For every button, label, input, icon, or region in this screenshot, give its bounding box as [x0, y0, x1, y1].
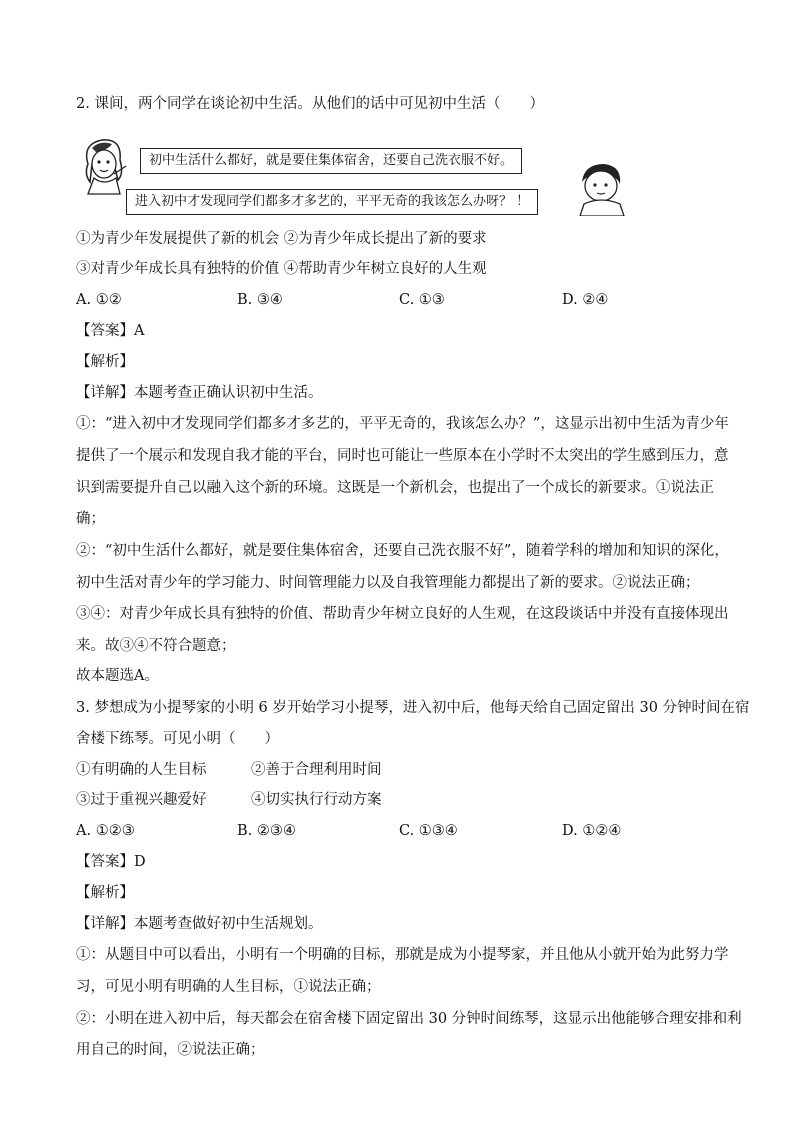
q2-detail: 【详解】本题考查正确认识初中生活。: [76, 385, 323, 401]
boy-speech-bubble: 进入初中才发现同学们都多才多艺的，平平无奇的我该怎么办呀？ ！: [126, 189, 538, 215]
q2-analysis-p2-line2: 初中生活对青少年的学习能力、时间管理能力以及自我管理能力都提出了新的要求。②说法正确；: [76, 575, 700, 591]
q3-item-3: ③过于重视兴趣爱好: [76, 792, 207, 808]
q2-analysis-label: 【解析】: [76, 354, 134, 370]
q2-option-d: D. ②④: [562, 292, 609, 308]
q2-option-a: A. ①②: [76, 292, 122, 308]
q3-analysis-p2-line2: 用自己的时间，②说法正确；: [76, 1042, 265, 1058]
q2-stem: 2. 课间，两个同学在谈论初中生活。从他们的话中可见初中生活（ ）: [76, 96, 544, 112]
girl-speech-bubble: 初中生活什么都好，就是要住集体宿舍，还要自己洗衣服不好。: [140, 148, 522, 174]
q3-analysis-label: 【解析】: [76, 885, 134, 901]
q2-option-b: B. ③④: [237, 292, 283, 308]
q3-option-c: C. ①③④: [399, 823, 458, 839]
q3-stem-line1: 3. 梦想成为小提琴家的小明 6 岁开始学习小提琴，进入初中后，他每天给自己固定留出 30 分钟时间在宿: [76, 700, 750, 716]
q3-item-4: ④切实执行行动方案: [251, 792, 382, 808]
q2-analysis-p1-line3: 识到需要提升自己以融入这个新的环境。这既是一个新机会，也提出了一个成长的新要求。①说法正: [76, 480, 714, 496]
boy-cartoon-icon: [570, 160, 632, 216]
q3-stem-line2: 舍楼下练琴。可见小明（ ）: [76, 731, 279, 747]
girl-cartoon-icon: [74, 134, 136, 196]
q2-answer: 【答案】A: [76, 323, 145, 339]
q2-analysis-p1-line2: 提供了一个展示和发现自我才能的平台，同时也可能让一些原本在小学时不太突出的学生感到压力，意: [76, 448, 729, 464]
q2-analysis-p3-line2: 来。故③④不符合题意；: [76, 638, 236, 654]
q3-detail: 【详解】本题考查做好初中生活规划。: [76, 916, 323, 932]
q3-option-d: D. ①②④: [562, 823, 622, 839]
q3-item-1: ①有明确的人生目标: [76, 762, 207, 778]
q2-analysis-p1-line4: 确；: [76, 511, 105, 527]
q2-analysis-p2-line1: ②：“初中生活什么都好，就是要住集体宿舍，还要自己洗衣服不好”，随着学科的增加和知识的深化，: [76, 543, 729, 559]
q2-analysis-p1-line1: ①：“进入初中才发现同学们都多才多艺的，平平无奇的，我该怎么办？”，这显示出初中生活为青少年: [76, 416, 729, 432]
q3-option-b: B. ②③④: [237, 823, 296, 839]
q2-conclusion: 故本题选A。: [76, 668, 159, 684]
q2-items-line1: ①为青少年发展提供了新的机会 ②为青少年成长提出了新的要求: [76, 231, 487, 247]
q3-analysis-p1-line2: 习，可见小明有明确的人生目标，①说法正确；: [76, 979, 381, 995]
q3-analysis-p1-line1: ①：从题目中可以看出，小明有一个明确的目标，那就是成为小提琴家，并且他从小就开始为此努力学: [76, 947, 729, 963]
q3-analysis-p2-line1: ②：小明在进入初中后，每天都会在宿舍楼下固定留出 30 分钟时间练琴，这显示出他能够合理安排和利: [76, 1011, 742, 1027]
q3-item-2: ②善于合理利用时间: [251, 762, 382, 778]
q2-items-line2: ③对青少年成长具有独特的价值 ④帮助青少年树立良好的人生观: [76, 261, 487, 277]
q3-answer: 【答案】D: [76, 854, 146, 870]
q3-option-a: A. ①②③: [76, 823, 135, 839]
q2-option-c: C. ①③: [399, 292, 445, 308]
q2-analysis-p3-line1: ③④：对青少年成长具有独特的价值、帮助青少年树立良好的人生观，在这段谈话中并没有直接体现出: [76, 606, 729, 622]
